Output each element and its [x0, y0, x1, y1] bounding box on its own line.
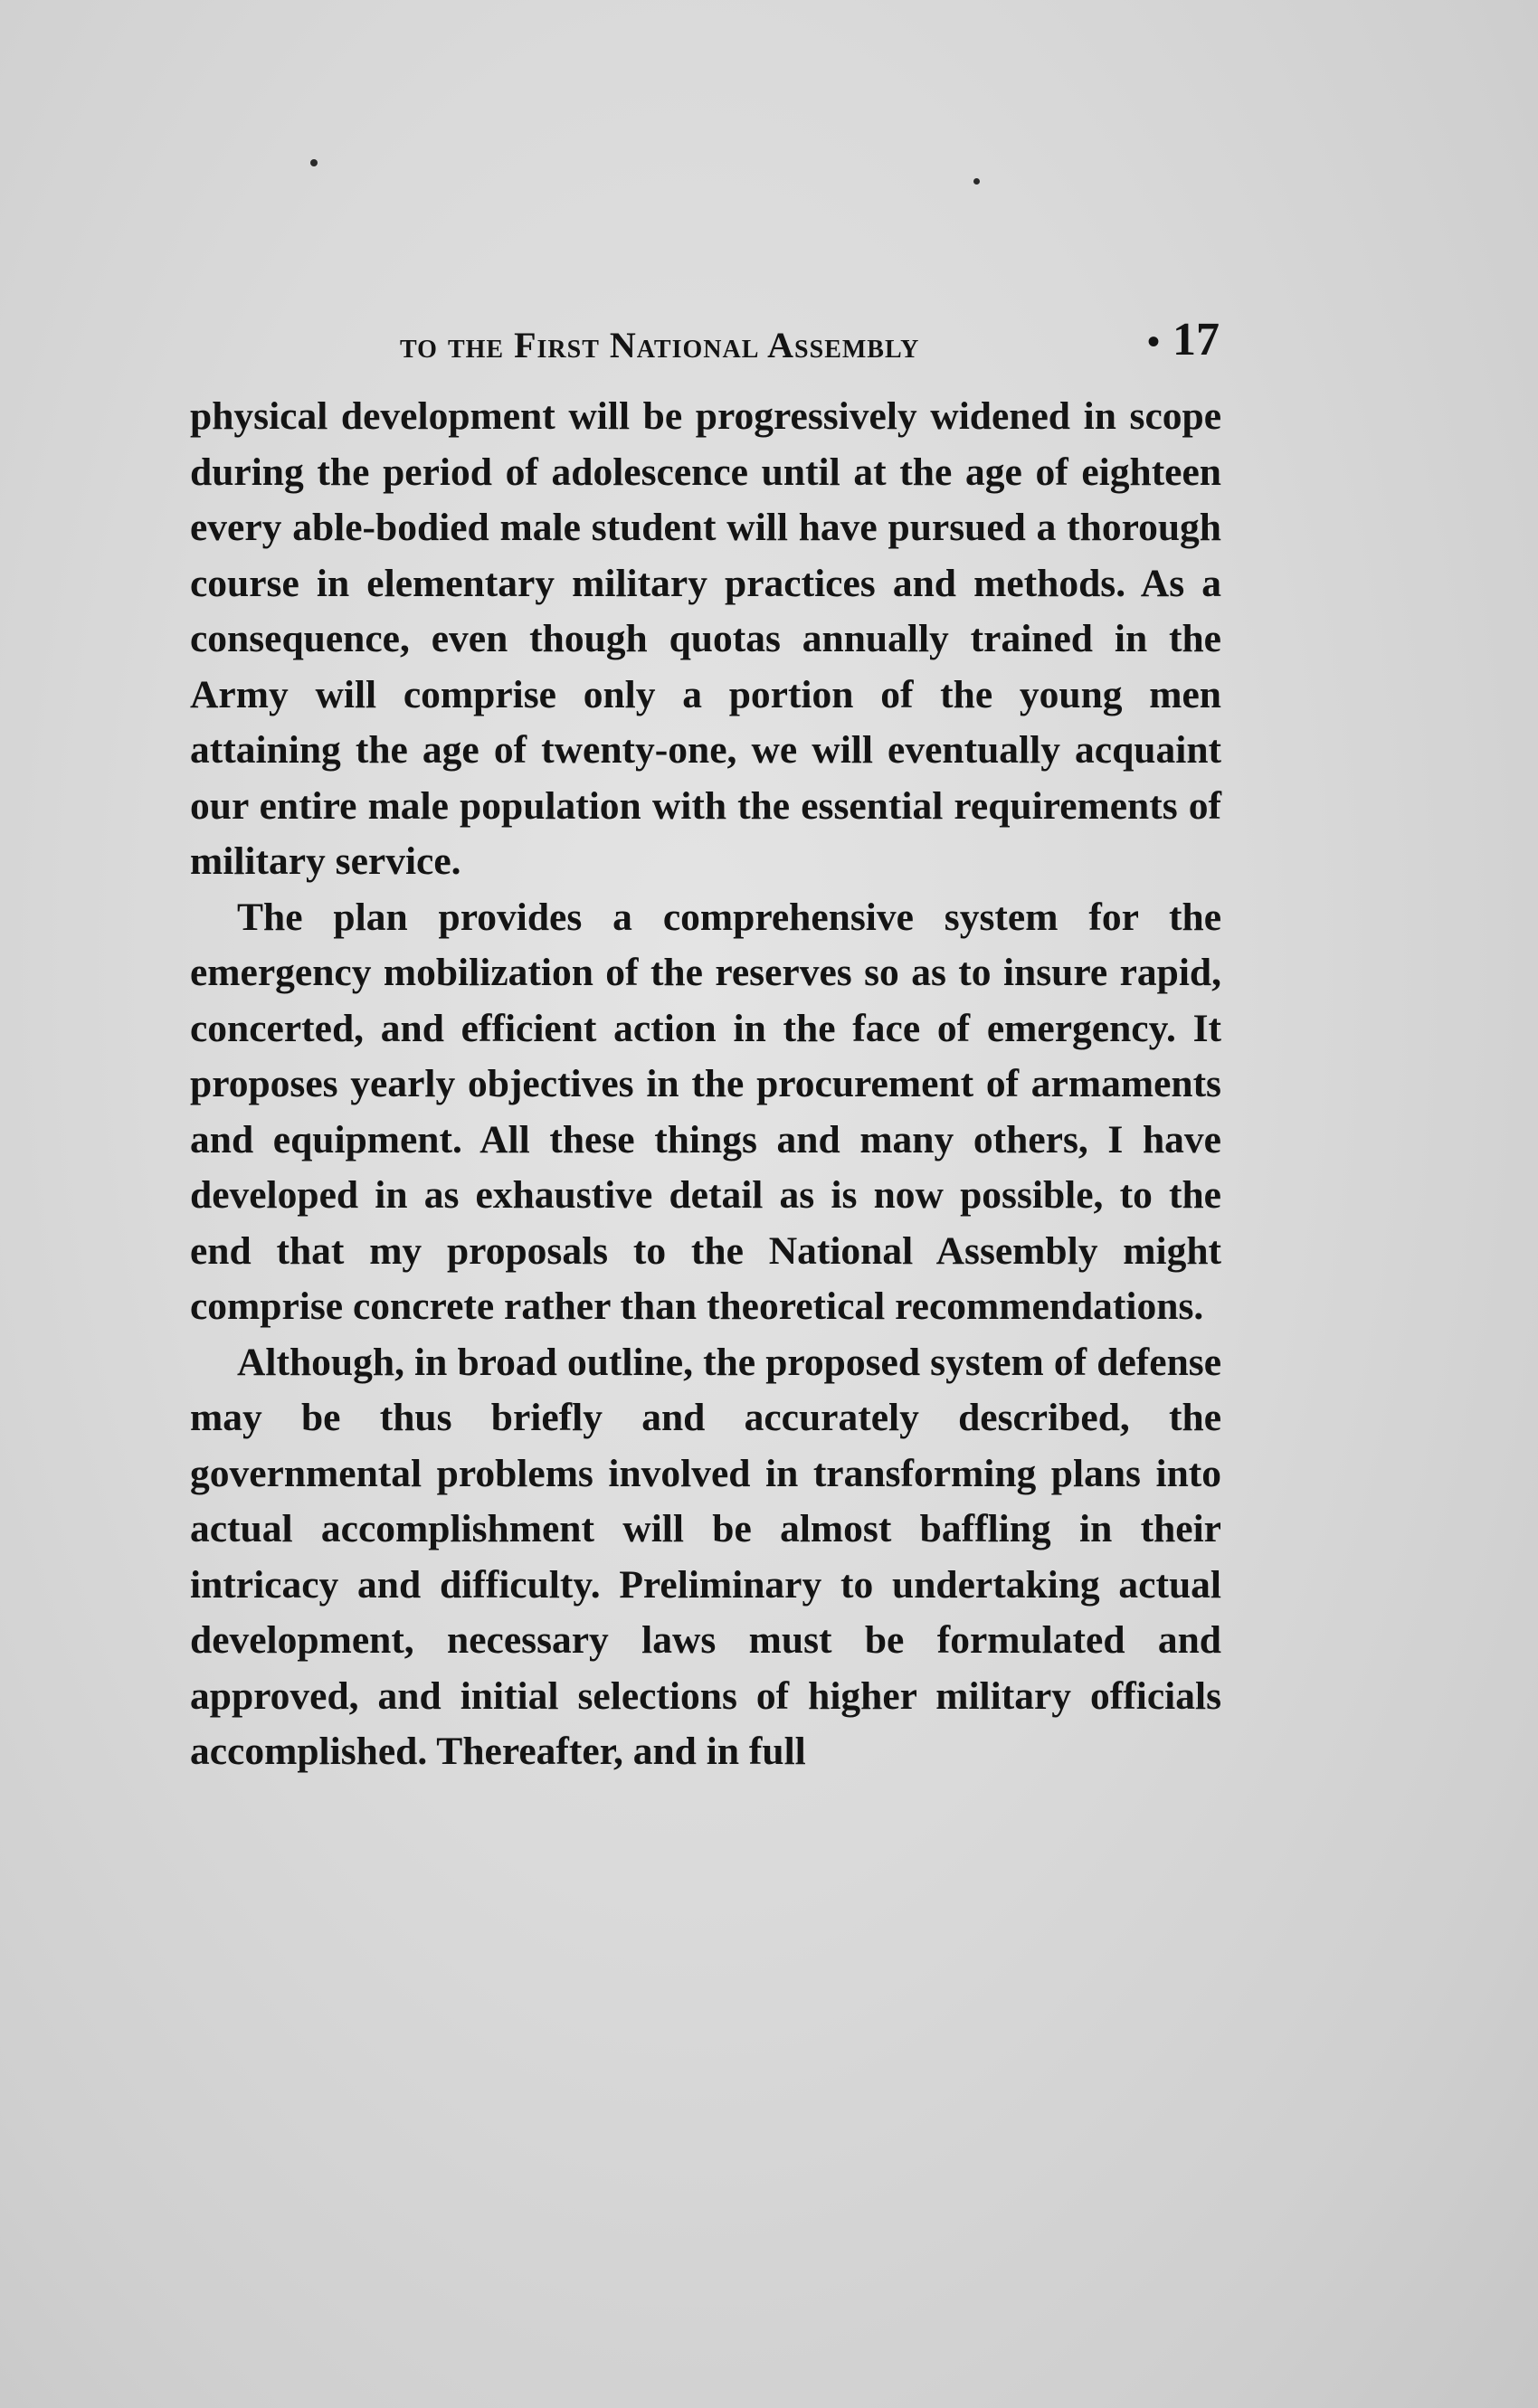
running-head — [190, 308, 1221, 380]
page-number: 17 — [1172, 314, 1220, 365]
ink-speck — [973, 178, 980, 185]
paragraph-1: physical development will be progressively widened in scope during the period of adolescence until at the age of eighteen every able-bodied male student will have pursued a thorough course in elementary military practices and methods. As a consequence, even though quotas annually trained in the Army will comprise only a portion of the young men attaining the age of twenty-one, we will eventually acquaint our entire male population with the essential requirements of military service. — [190, 394, 1221, 883]
paragraph-3: Although, in broad outline, the proposed system of defense may be thus briefly and accurately described, the governmental problems involved in transforming plans into actual accomplishment will be almost baffling in their intricacy and difficulty. Preliminary to undertaking actual development, necessary laws must be formulated and approved, and initial selections of higher military officials accomplished. Thereafter, and in full — [190, 1340, 1221, 1773]
paragraph-2: The plan provides a comprehensive system for the emergency mobilization of the reserves so as to insure rapid, concerted, and efficient action in the face of emergency. It proposes yearly objectives in the procurement of armaments and equipment. All these things and many others, I have developed in as exhaustive detail as is now possible, to the end that my proposals to the National Assembly might comprise concrete rather than theoretical recommendations. — [190, 895, 1221, 1328]
body-text — [190, 389, 1221, 1780]
running-head-bullet: • — [1147, 321, 1161, 362]
running-head-title: to the First National Assembly — [400, 325, 920, 365]
ink-speck — [310, 159, 318, 166]
